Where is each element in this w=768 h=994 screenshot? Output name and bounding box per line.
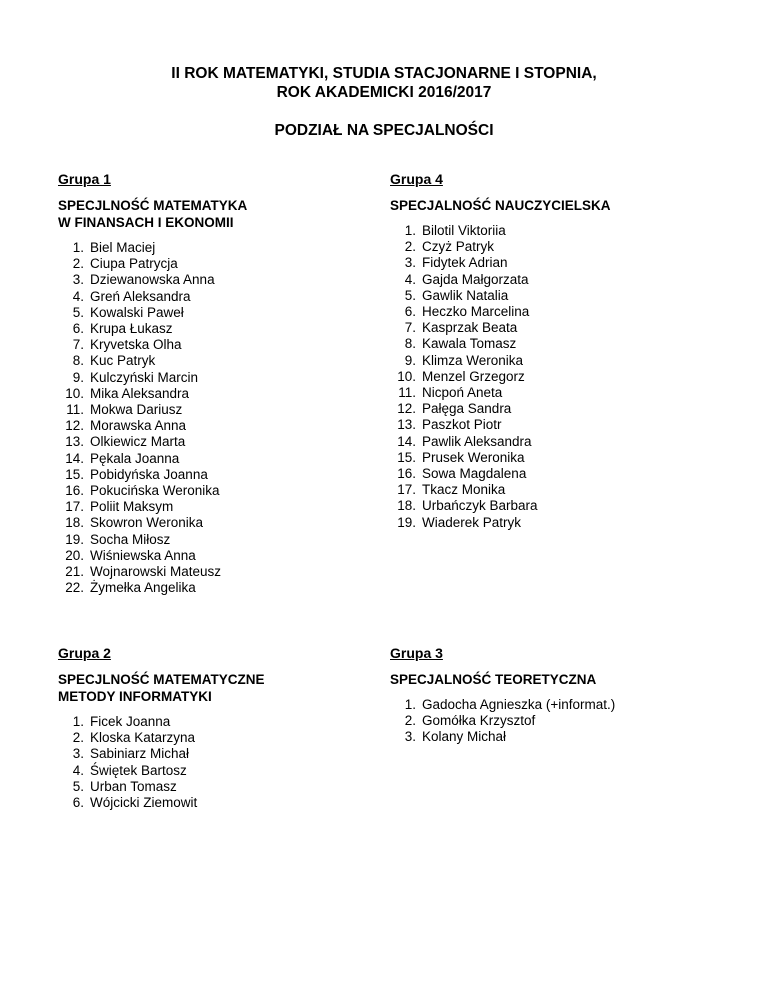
student-number: 13. [397,417,416,433]
student-list-item [58,451,388,467]
student-number: 11. [398,385,416,401]
student-name: Wojnarowski Mateusz [90,564,222,580]
student-list-item [390,320,720,336]
student-name: Żymełka Angelika [90,580,196,596]
student-number: 2. [404,713,416,729]
student-number: 12. [397,401,416,417]
student-list-item [58,434,388,450]
student-name: Kowalski Paweł [90,304,184,320]
student-list-item [390,336,720,352]
student-name: Sabiniarz Michał [90,746,190,762]
student-number: 1. [404,697,416,712]
student-name: Paszkot Piotr [422,417,502,433]
student-number: 3. [404,255,416,271]
student-number: 2. [404,239,416,255]
student-list-item [390,288,720,304]
student-number: 3. [404,729,416,745]
student-list-item [58,564,388,580]
student-number: 13. [65,434,84,450]
student-list-item [58,402,388,418]
student-list [390,223,720,531]
student-list-item [390,385,720,401]
student-name: Krupa Łukasz [90,321,173,337]
specialization-name [58,197,388,231]
student-name: Urban Tomasz [90,778,177,794]
student-list-item [58,256,388,272]
student-number: 6. [72,795,84,811]
student-number: 18. [65,515,84,531]
student-name: Morawska Anna [90,418,187,434]
student-list-item [58,483,388,499]
group-2-section [58,645,388,811]
student-list-item [58,272,388,288]
student-list-item [390,223,720,239]
student-list [390,697,720,746]
student-number: 5. [72,778,84,794]
student-name: Klimza Weronika [422,352,524,368]
specialization-line: SPECJLNOŚĆ MATEMATYCZNE [58,672,265,687]
student-number: 12. [65,418,84,434]
student-list-item [390,729,720,745]
student-list-item [58,467,388,483]
student-list-item [390,697,720,713]
student-list-item [58,730,388,746]
student-list-item [58,289,388,305]
document-subtitle: PODZIAŁ NA SPECJALNOŚCI [274,122,494,139]
student-name: Urbańczyk Barbara [422,498,538,514]
student-name: Poliit Maksym [90,499,174,515]
student-number: 1. [72,714,84,729]
student-number: 19. [397,514,416,530]
student-name: Mokwa Dariusz [90,402,183,418]
student-list-item [390,515,720,531]
student-number: 11. [66,402,84,418]
student-number: 5. [404,287,416,303]
student-number: 8. [404,336,416,352]
student-number: 3. [72,272,84,288]
student-number: 10. [397,368,416,384]
student-number: 6. [404,304,416,320]
specialization-line: METODY INFORMATYKI [58,689,212,704]
student-name: Mika Aleksandra [90,385,190,401]
student-list-item [58,337,388,353]
student-list-item [390,466,720,482]
student-number: 5. [72,304,84,320]
student-name: Wójcicki Ziemowit [90,795,198,811]
student-list-item [58,240,388,256]
student-number: 9. [404,352,416,368]
student-list [58,714,388,811]
student-list-item [58,714,388,730]
student-name: Olkiewicz Marta [90,434,186,450]
student-name: Czyż Patryk [422,239,495,255]
student-list-item [390,498,720,514]
student-name: Menzel Grzegorz [422,368,525,384]
student-number: 19. [65,531,84,547]
student-number: 14. [65,450,84,466]
student-name: Prusek Weronika [422,449,525,465]
student-list-item [58,353,388,369]
student-list [58,240,388,596]
group-heading: Grupa 4 [390,171,443,187]
specialization-name [58,671,388,705]
student-number: 6. [72,321,84,337]
student-list-item [58,763,388,779]
student-name: Kuc Patryk [90,353,156,369]
student-name: Ficek Joanna [90,714,171,729]
student-name: Wiaderek Patryk [422,514,522,530]
student-list-item [390,401,720,417]
student-name: Gomółka Krzysztof [422,713,536,729]
student-name: Kulczyński Marcin [90,369,199,385]
student-name: Kloska Katarzyna [90,730,196,746]
student-number: 21. [65,564,84,580]
student-number: 1. [72,240,84,255]
student-list-item [58,548,388,564]
student-name: Pałęga Sandra [422,401,512,417]
student-list-item [58,321,388,337]
group-3-section [390,645,720,746]
student-name: Pękala Joanna [90,450,180,466]
student-number: 15. [65,466,84,482]
student-number: 15. [397,449,416,465]
student-name: Skowron Weronika [90,515,204,531]
student-list-item [390,434,720,450]
student-number: 4. [72,288,84,304]
student-number: 17. [397,482,416,498]
specialization-line: SPECJALNOŚĆ NAUCZYCIELSKA [390,198,611,213]
student-list-item [390,272,720,288]
student-name: Pawlik Aleksandra [422,433,532,449]
student-number: 4. [72,762,84,778]
student-name: Wiśniewska Anna [90,547,196,563]
student-name: Gajda Małgorzata [422,271,529,287]
group-heading: Grupa 3 [390,645,443,661]
student-name: Fidytek Adrian [422,255,508,271]
student-number: 9. [72,369,84,385]
student-list-item [58,795,388,811]
student-list-item [58,532,388,548]
student-number: 16. [65,483,84,499]
student-name: Gadocha Agnieszka (+informat.) [422,697,616,712]
document-title-line-2: ROK AKADEMICKI 2016/2017 [276,84,492,101]
student-number: 7. [72,337,84,353]
document-title-line-1: II ROK MATEMATYKI, STUDIA STACJONARNE I STOPNIA, [171,65,597,82]
student-number: 18. [397,498,416,514]
student-number: 20. [65,547,84,563]
student-list-item [390,713,720,729]
student-name: Pokucińska Weronika [90,483,220,499]
student-name: Greń Aleksandra [90,288,191,304]
student-number: 3. [72,746,84,762]
student-list-item [390,417,720,433]
student-list-item [58,305,388,321]
student-number: 1. [404,223,416,238]
student-number: 8. [72,353,84,369]
student-name: Pobidyńska Joanna [90,466,208,482]
student-list-item [58,499,388,515]
student-name: Kryvetska Olha [90,337,182,353]
specialization-line: SPECJALNOŚĆ TEORETYCZNA [390,672,597,687]
specialization-name [390,197,720,214]
student-number: 2. [72,730,84,746]
student-name: Świętek Bartosz [90,762,187,778]
student-name: Kawala Tomasz [422,336,517,352]
student-list-item [58,370,388,386]
student-number: 22. [65,580,84,596]
student-list-item [58,779,388,795]
student-name: Bilotil Viktoriia [422,223,506,238]
specialization-name [390,671,720,688]
student-name: Gawlik Natalia [422,287,509,303]
student-number: 2. [72,256,84,272]
student-list-item [390,239,720,255]
student-number: 17. [65,499,84,515]
student-name: Socha Miłosz [90,531,171,547]
student-number: 4. [404,271,416,287]
group-heading: Grupa 2 [58,645,111,661]
student-name: Nicpoń Aneta [422,385,503,401]
student-number: 14. [397,433,416,449]
student-list-item [390,353,720,369]
group-heading: Grupa 1 [58,171,111,187]
student-list-item [390,450,720,466]
group-1-section [58,171,388,596]
student-list-item [390,482,720,498]
specialization-line: SPECJLNOŚĆ MATEMATYKA [58,198,248,213]
student-number: 16. [397,466,416,482]
student-name: Heczko Marcelina [422,304,530,320]
student-list-item [58,746,388,762]
student-list-item [58,386,388,402]
student-list-item [390,369,720,385]
student-number: 10. [65,385,84,401]
student-name: Sowa Magdalena [422,466,527,482]
student-list-item [390,255,720,271]
student-name: Biel Maciej [90,240,156,255]
student-number: 7. [404,320,416,336]
student-name: Kasprzak Beata [422,320,518,336]
student-list-item [58,580,388,596]
student-name: Tkacz Monika [422,482,506,498]
specialization-line: W FINANSACH I EKONOMII [58,215,234,230]
student-name: Kolany Michał [422,729,507,745]
student-name: Dziewanowska Anna [90,272,215,288]
group-4-section [390,171,720,531]
student-list-item [58,515,388,531]
student-name: Ciupa Patrycja [90,256,178,272]
student-list-item [390,304,720,320]
student-list-item [58,418,388,434]
